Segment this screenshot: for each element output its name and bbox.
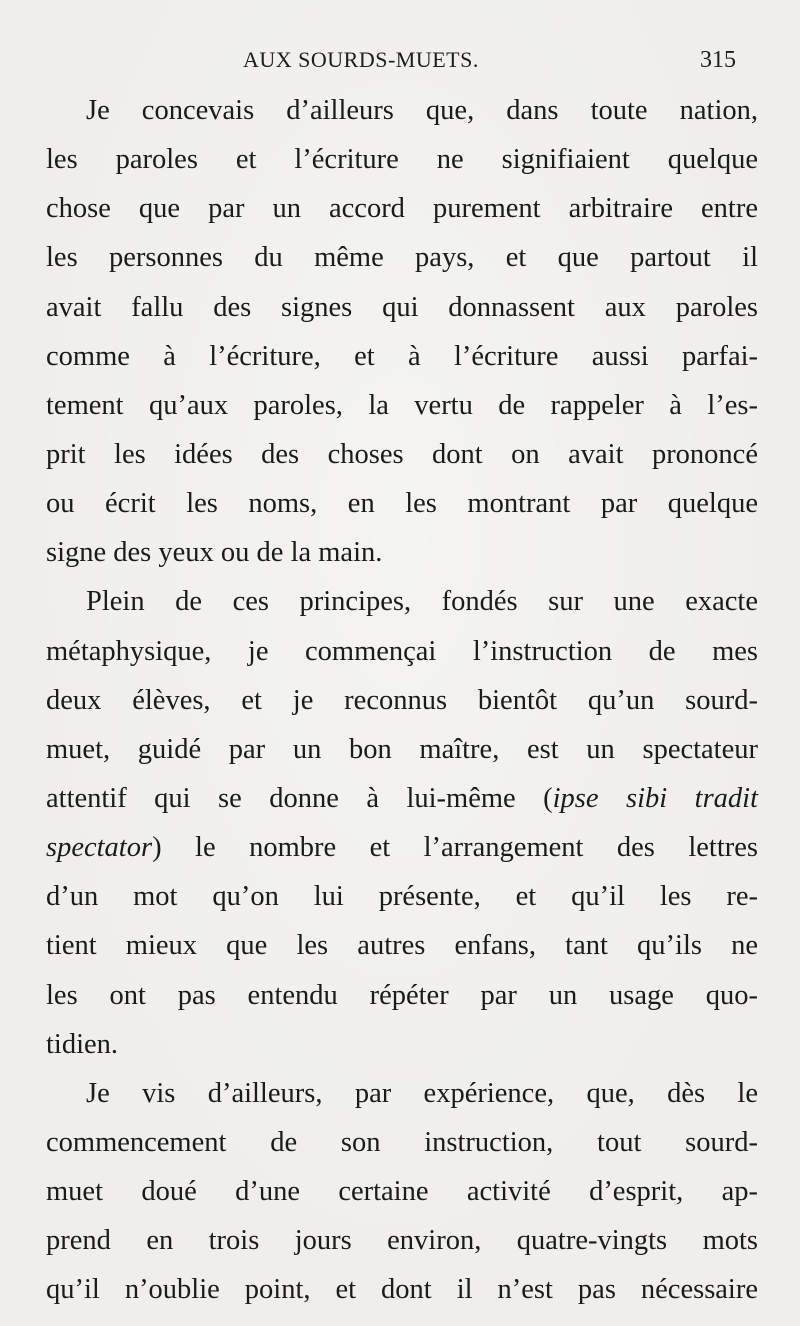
text-line: métaphysique, je commençai l’instruction de mes [46,635,758,667]
text-line: qu’il n’oublie point, et dont il n’est pas nécessaire [46,1274,758,1306]
text-line: avait fallu des signes qui donnassent aux paroles [46,291,758,323]
text-line: les paroles et l’écriture ne signifiaient quelque [46,144,758,176]
text-line: d’un mot qu’on lui présente, et qu’il les re- [46,881,758,913]
body-text [46,86,758,1315]
text-line: Je vis d’ailleurs, par expérience, que, dès le [86,1077,758,1109]
text-line: signe des yeux ou de la main. [46,537,383,569]
text-line [46,823,758,872]
text-line: chose que par un accord purement arbitraire entre [46,193,758,225]
page-number: 315 [700,47,736,73]
text-line: tidien. [46,1028,119,1060]
text-segment: attentif qui se donne à lui-même ( [46,782,553,814]
text-line: les ont pas entendu répéter par un usage quo- [46,979,758,1011]
text-line: comme à l’écriture, et à l’écriture aussi parfai- [46,340,758,372]
text-line: Je concevais d’ailleurs que, dans toute nation, [86,95,758,126]
text-line: tement qu’aux paroles, la vertu de rappeler à l’es- [46,389,758,421]
page-header [0,44,800,84]
latin-quote: ipse sibi tradit [552,782,758,814]
text-segment: ) le nombre et l’arrangement des lettres [152,832,758,864]
paragraph-2 [46,577,758,1068]
paragraph-1 [46,86,758,577]
text-line: tient mieux que les autres enfans, tant qu’ils ne [46,930,758,962]
text-line: muet, guidé par un bon maître, est un spectateur [46,733,758,765]
text-line: prit les idées des choses dont on avait prononcé [46,438,758,470]
text-line: deux élèves, et je reconnus bientôt qu’un sourd- [46,684,758,716]
text-line: Plein de ces principes, fondés sur une exacte [86,586,758,618]
text-line: ou écrit les noms, en les montrant par quelque [46,488,758,520]
text-line: les personnes du même pays, et que partout il [46,242,758,274]
running-head: AUX SOURDS-MUETS. [243,47,479,72]
text-line: muet doué d’une certaine activité d’esprit, ap- [46,1176,758,1208]
text-line [46,774,758,823]
latin-quote: spectator [46,832,153,864]
paragraph-3 [46,1069,758,1315]
text-line: prend en trois jours environ, quatre-vingts mots [46,1225,758,1257]
text-line: commencement de son instruction, tout sourd- [46,1126,758,1158]
